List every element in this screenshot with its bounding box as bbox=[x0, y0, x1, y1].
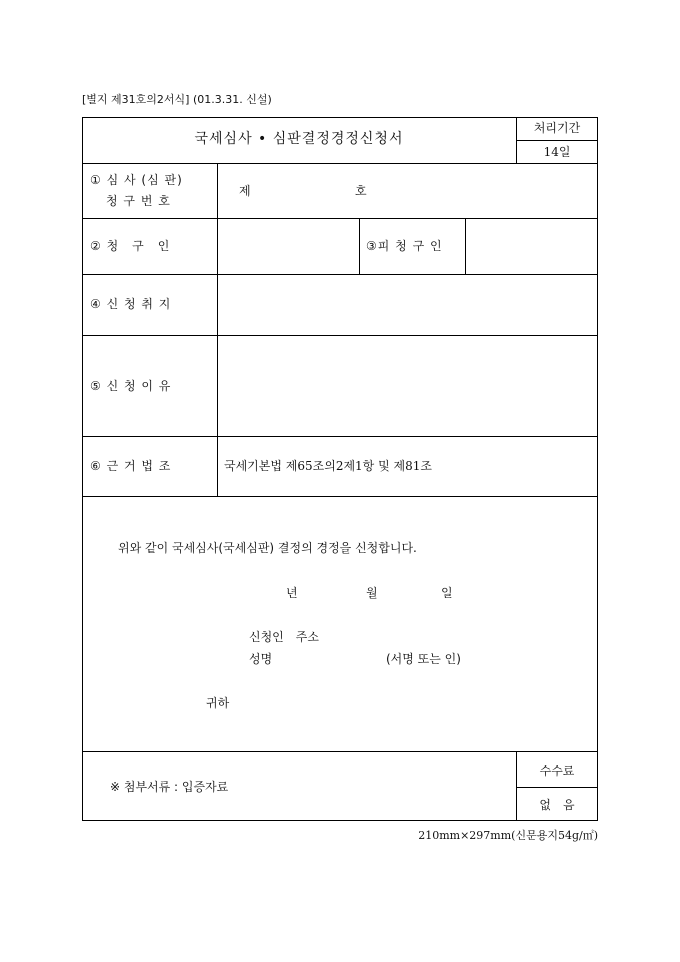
legal-basis-value: 국세기본법 제65조의2제1항 및 제81조 bbox=[224, 459, 432, 473]
divider bbox=[82, 436, 598, 437]
claim-number-prefix: 제 bbox=[239, 184, 251, 198]
processing-period-value: 14일 bbox=[543, 145, 571, 159]
applicant-address-label: 신청인 주소 bbox=[249, 630, 319, 644]
divider bbox=[82, 496, 598, 497]
paper-spec: 210mm×297mm(신문용지54g/㎡) bbox=[418, 829, 598, 842]
form-title: 국세심사 • 심판결정경정신청서 bbox=[194, 131, 404, 147]
divider bbox=[217, 163, 218, 496]
recipient-label: 귀하 bbox=[206, 696, 230, 710]
divider bbox=[516, 787, 598, 788]
divider bbox=[516, 140, 598, 141]
divider bbox=[82, 751, 598, 752]
divider bbox=[82, 218, 598, 219]
reason-label: ⑤ 신 청 이 유 bbox=[90, 379, 172, 393]
fee-value: 없 음 bbox=[539, 798, 575, 812]
divider bbox=[465, 218, 466, 274]
divider bbox=[82, 163, 598, 164]
signature-note: (서명 또는 인) bbox=[386, 652, 461, 666]
divider bbox=[359, 218, 360, 274]
claim-number-suffix: 호 bbox=[355, 184, 367, 198]
fee-label: 수수료 bbox=[539, 764, 575, 778]
claimant-label: ② 청 구 인 bbox=[90, 239, 171, 253]
legal-basis-label: ⑥ 근 거 법 조 bbox=[90, 459, 172, 473]
claim-number-label-2: 청 구 번 호 bbox=[106, 194, 171, 208]
purpose-label: ④ 신 청 취 지 bbox=[90, 297, 172, 311]
declaration-statement: 위와 같이 국세심사(국세심판) 결정의 경정을 신청합니다. bbox=[118, 541, 417, 555]
processing-period-label: 처리기간 bbox=[533, 121, 581, 135]
claim-number-label: ① 심 사 (심 판) bbox=[90, 173, 183, 187]
attachments-label: ※ 첨부서류 : 입증자료 bbox=[110, 780, 229, 794]
divider bbox=[82, 274, 598, 275]
date-month: 월 bbox=[366, 586, 378, 600]
form-number-note: [별지 제31호의2서식] (01.3.31. 신설) bbox=[82, 93, 272, 106]
date-year: 년 bbox=[286, 586, 298, 600]
respondent-label: ③피 청 구 인 bbox=[366, 239, 443, 253]
applicant-name-label: 성명 bbox=[249, 652, 273, 666]
divider bbox=[82, 335, 598, 336]
date-day: 일 bbox=[441, 586, 453, 600]
